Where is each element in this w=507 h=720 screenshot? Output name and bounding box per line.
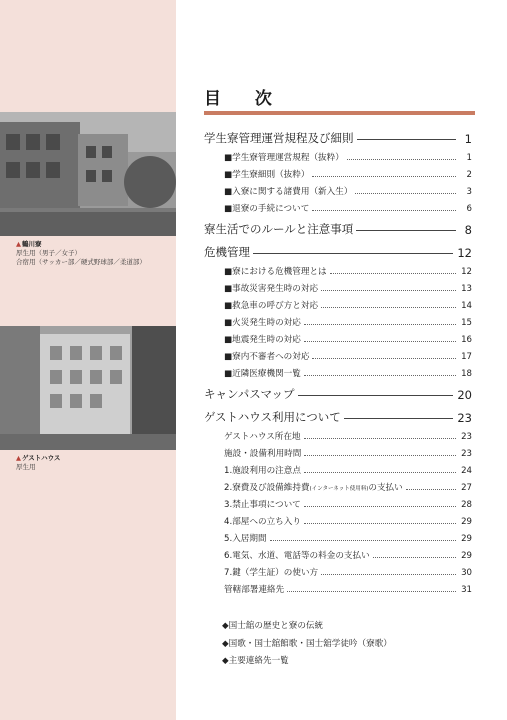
- toc-label: [224, 350, 309, 362]
- toc-page-number: 8: [464, 223, 472, 237]
- toc-entry: [204, 328, 472, 345]
- toc-entry: [204, 311, 472, 328]
- toc-entry: [204, 277, 472, 294]
- toc-leader: [321, 574, 456, 575]
- toc-page-number: 1: [464, 132, 472, 146]
- dormitory-photo: [0, 112, 176, 236]
- toc-leader: [304, 438, 456, 439]
- toc-label-text: ■地震発生時の対応: [224, 335, 301, 345]
- triangle-icon: ▲: [16, 454, 21, 462]
- table-of-contents: [204, 127, 472, 595]
- toc-label: [204, 244, 250, 260]
- toc-entry: [204, 260, 472, 277]
- toc-label: [224, 265, 327, 277]
- toc-page-number: 1: [466, 153, 472, 163]
- toc-label-text: ■事故災害発生時の対応: [224, 284, 319, 294]
- toc-leader: [304, 523, 456, 524]
- toc-label: [224, 168, 309, 180]
- extras-item: ◆国歌・国士舘館歌・国士舘学徒吟（寮歌）: [222, 638, 392, 649]
- toc-entry: [204, 544, 472, 561]
- toc-leader: [312, 176, 456, 177]
- toc-label-text: 学生寮管理運営規程及び細則: [204, 131, 354, 145]
- toc-leader: [287, 591, 456, 592]
- toc-entry: [204, 578, 472, 595]
- toc-label-text: 5.入居期間: [224, 534, 267, 544]
- toc-entry: [204, 459, 472, 476]
- toc-label-text: ■火災発生時の対応: [224, 318, 301, 328]
- toc-entry: [204, 362, 472, 379]
- toc-label: [204, 130, 354, 146]
- toc-label: [224, 515, 301, 527]
- toc-page-number: 12: [461, 267, 472, 277]
- toc-label: [224, 316, 301, 328]
- toc-page-number: 13: [461, 284, 472, 294]
- toc-label-text: 6.電気、水道、電話等の料金の支払い: [224, 551, 370, 561]
- toc-label-text: ■学生寮管理運営規程（抜粋）: [224, 153, 344, 163]
- toc-label: [224, 202, 309, 214]
- extras-item: ◆主要連絡先一覧: [222, 656, 289, 666]
- toc-page-number: 27: [461, 483, 472, 493]
- toc-leader: [253, 253, 453, 254]
- toc-page-number: 18: [461, 369, 472, 379]
- toc-page-number: 3: [466, 187, 472, 197]
- toc-label: [204, 221, 353, 237]
- toc-leader: [304, 472, 456, 473]
- toc-page-number: 29: [461, 517, 472, 527]
- toc-label: [224, 282, 318, 294]
- toc-label-text: ■近隣医療機関一覧: [224, 369, 301, 379]
- toc-label-text: 3.禁止事項について: [224, 500, 301, 510]
- toc-label-text: 寮生活でのルールと注意事項: [204, 222, 354, 236]
- toc-label: [204, 386, 295, 402]
- toc-label-text: ■救急車の呼び方と対応: [224, 301, 319, 311]
- toc-page-number: 23: [457, 411, 472, 425]
- toc-page-number: 23: [461, 449, 472, 459]
- toc-section: [204, 406, 472, 425]
- toc-page-number: 28: [461, 500, 472, 510]
- toc-entry: [204, 561, 472, 578]
- toc-label: [204, 409, 341, 425]
- toc-label-note: (インターネット使用料): [309, 486, 369, 492]
- toc-label-text: 2.寮費及び設備維持費: [224, 483, 310, 493]
- toc-section: [204, 127, 472, 146]
- extras-list: [222, 618, 392, 671]
- toc-entry: [204, 510, 472, 527]
- title-rule: [204, 111, 475, 115]
- toc-page-number: 17: [461, 352, 472, 362]
- toc-label: [224, 532, 267, 544]
- toc-entry: [204, 442, 472, 459]
- toc-label: [224, 464, 301, 476]
- toc-leader: [321, 307, 456, 308]
- toc-label: [224, 481, 403, 493]
- toc-page-number: 14: [461, 301, 472, 311]
- toc-label: [224, 447, 301, 459]
- toc-page-number: 16: [461, 335, 472, 345]
- toc-leader: [304, 341, 456, 342]
- toc-leader: [312, 358, 456, 359]
- toc-label-text: 管轄部署連絡先: [224, 585, 285, 595]
- toc-entry: [204, 527, 472, 544]
- page-title: 目 次: [204, 89, 286, 109]
- toc-leader: [270, 540, 456, 541]
- toc-label: [224, 430, 301, 442]
- toc-page-number: 6: [466, 204, 472, 214]
- toc-label: [224, 498, 301, 510]
- toc-leader: [298, 395, 454, 396]
- toc-entry: [204, 425, 472, 442]
- toc-leader: [321, 290, 456, 291]
- toc-section: [204, 241, 472, 260]
- extras-item: ◆国士舘の歴史と寮の伝統: [222, 621, 324, 631]
- toc-leader: [304, 455, 456, 456]
- toc-label-text: ■入寮に関する諸費用（新入生）: [224, 187, 353, 197]
- triangle-icon: ▲: [16, 240, 21, 248]
- toc-page-number: 15: [461, 318, 472, 328]
- toc-entry: [204, 180, 472, 197]
- toc-entry: [204, 197, 472, 214]
- guesthouse-photo: [0, 326, 176, 450]
- toc-label-text: ■寮における危機管理とは: [224, 267, 327, 277]
- toc-page-number: 31: [461, 585, 472, 595]
- toc-leader: [304, 375, 456, 376]
- toc-entry: [204, 146, 472, 163]
- toc-section: [204, 218, 472, 237]
- toc-label-text: 危機管理: [204, 245, 250, 259]
- toc-leader: [355, 193, 456, 194]
- toc-label-text: 1.施設利用の注意点: [224, 466, 301, 476]
- toc-label-text: ■学生寮細則（抜粋）: [224, 170, 310, 180]
- toc-label: [224, 583, 284, 595]
- toc-entry: [204, 493, 472, 510]
- toc-label: [224, 151, 344, 163]
- toc-page-number: 24: [461, 466, 472, 476]
- toc-page-number: 29: [461, 551, 472, 561]
- toc-label-text: ■退寮の手続について: [224, 204, 310, 214]
- toc-label-text: 施設・設備利用時間: [224, 449, 302, 459]
- toc-label-tail: の支払い: [368, 483, 403, 493]
- toc-label-text: ■寮内不審者への対応: [224, 352, 310, 362]
- toc-label: [224, 333, 301, 345]
- toc-page-number: 12: [457, 246, 472, 260]
- toc-leader: [330, 273, 456, 274]
- toc-leader: [356, 230, 456, 231]
- toc-label: [224, 299, 318, 311]
- toc-page-number: 20: [457, 388, 472, 402]
- toc-label: [224, 367, 301, 379]
- dormitory-caption: ▲鶴川寮 厚生用（男子／女子） 合宿用（サッカー部／硬式野球部／柔道部）: [16, 240, 146, 266]
- toc-leader: [344, 418, 454, 419]
- toc-leader: [347, 159, 456, 160]
- toc-page-number: 23: [461, 432, 472, 442]
- toc-page-number: 29: [461, 534, 472, 544]
- guesthouse-caption: ▲ゲストハウス 厚生用: [16, 454, 61, 471]
- toc-leader: [373, 557, 456, 558]
- toc-label: [224, 566, 318, 578]
- toc-leader: [304, 324, 456, 325]
- toc-label: [224, 185, 352, 197]
- toc-leader: [312, 210, 456, 211]
- toc-label: [224, 549, 370, 561]
- toc-label-text: ゲストハウス所在地: [224, 432, 301, 442]
- toc-entry: [204, 294, 472, 311]
- toc-section: [204, 383, 472, 402]
- toc-label-text: 7.鍵（学生証）の使い方: [224, 568, 319, 578]
- toc-entry: [204, 476, 472, 493]
- toc-leader: [406, 489, 456, 490]
- toc-label-text: ゲストハウス利用について: [204, 410, 341, 424]
- toc-page-number: 2: [466, 170, 472, 180]
- toc-page-number: 30: [461, 568, 472, 578]
- toc-entry: [204, 345, 472, 362]
- toc-label-text: 4.部屋への立ち入り: [224, 517, 301, 527]
- toc-leader: [357, 139, 457, 140]
- toc-label-text: キャンパスマップ: [204, 387, 295, 401]
- toc-leader: [304, 506, 456, 507]
- toc-entry: [204, 163, 472, 180]
